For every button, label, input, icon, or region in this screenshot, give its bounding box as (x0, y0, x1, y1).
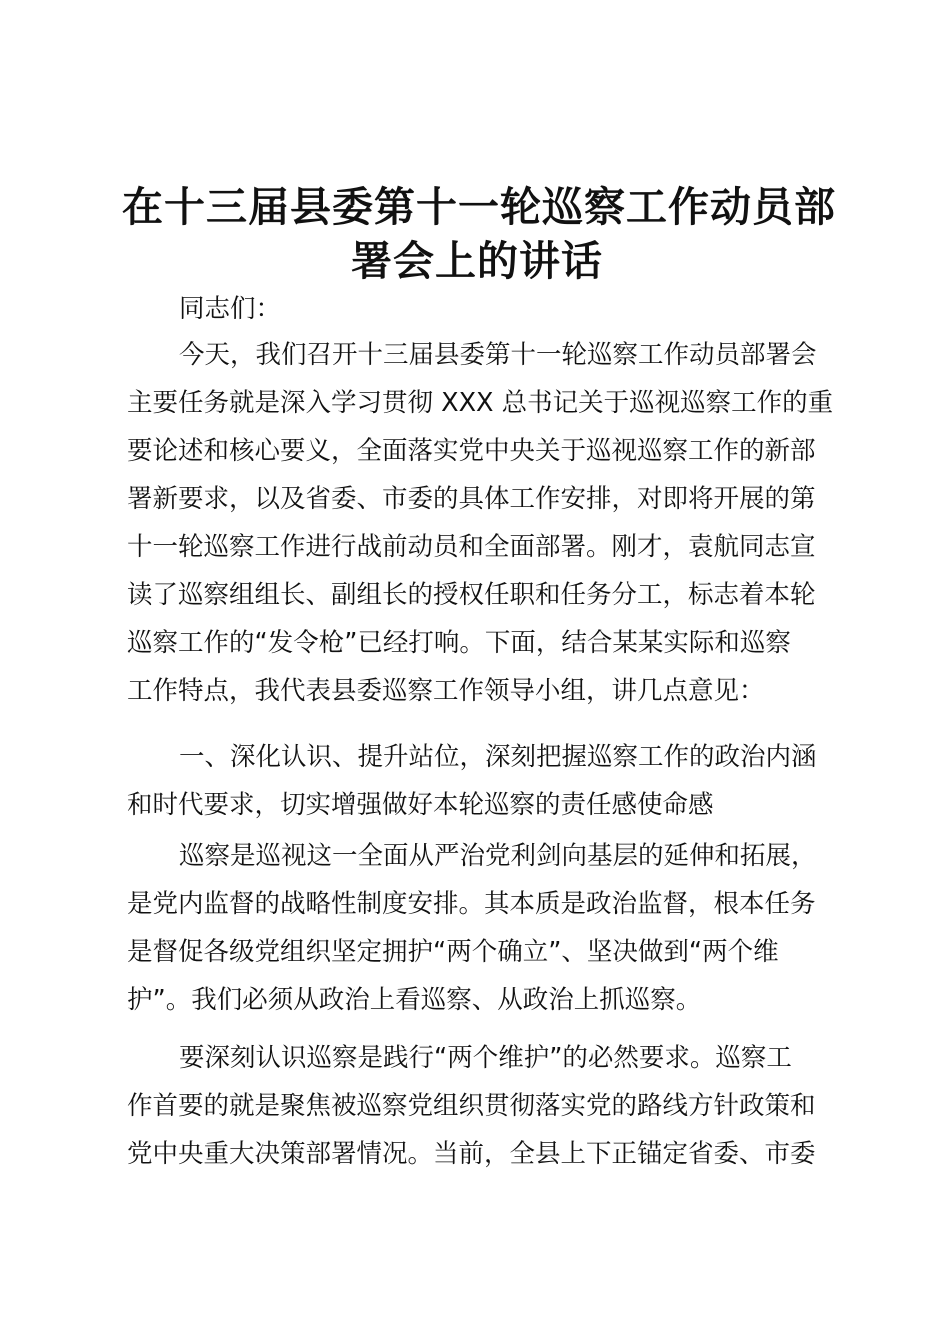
paragraph-line: 要深刻认识巡察是践行“两个维护”的必然要求。巡察工 (179, 1043, 792, 1073)
salutation-text: 同志们： (179, 294, 282, 324)
paragraph-line: 读了巡察组组长、副组长的授权任职和任务分工，标志着本轮 (127, 580, 816, 610)
paragraph-line: 护”。我们必须从政治上看巡察、从政治上抓巡察。 (127, 985, 702, 1015)
paragraph-line: 十一轮巡察工作进行战前动员和全面部署。刚才，袁航同志宣 (127, 532, 816, 562)
paragraph-inspection-nature (127, 832, 837, 1024)
paragraph-line: 巡察工作的“发令枪”已经打响。下面，结合某某实际和巡察 (127, 628, 791, 658)
paragraph-line: 是党内监督的战略性制度安排。其本质是政治监督，根本任务 (127, 889, 816, 919)
paragraph-line: 主要任务就是深入学习贯彻 XXX 总书记关于巡视巡察工作的重 (127, 388, 834, 418)
paragraph-two-safeguards (127, 1034, 837, 1178)
paragraph-opening (127, 331, 837, 715)
heading-line: 一、深化认识、提升站位，深刻把握巡察工作的政治内涵 (179, 742, 817, 772)
paragraph-line: 要论述和核心要义，全面落实党中央关于巡视巡察工作的新部 (127, 436, 816, 466)
paragraph-line: 署新要求，以及省委、市委的具体工作安排，对即将开展的第 (127, 484, 816, 514)
title-line-1: 在十三届县委第十一轮巡察工作动员部 (122, 183, 836, 231)
paragraph-line: 工作特点，我代表县委巡察工作领导小组，讲几点意见： (127, 676, 765, 706)
paragraph-line: 作首要的就是聚焦被巡察党组织贯彻落实党的路线方针政策和 (127, 1091, 816, 1121)
document-title (122, 180, 836, 288)
paragraph-line: 党中央重大决策部署情况。当前，全县上下正锚定省委、市委 (127, 1139, 816, 1169)
paragraph-line: 巡察是巡视这一全面从严治党利剑向基层的延伸和拓展， (179, 841, 817, 871)
section-heading-1 (127, 733, 837, 829)
paragraph-line: 今天，我们召开十三届县委第十一轮巡察工作动员部署会 (179, 340, 817, 370)
title-line-2: 署会上的讲话 (351, 237, 603, 285)
salutation (127, 285, 837, 333)
paragraph-line: 是督促各级党组织坚定拥护“两个确立”、坚决做到“两个维 (127, 937, 779, 967)
heading-line: 和时代要求，切实增强做好本轮巡察的责任感使命感 (127, 790, 714, 820)
